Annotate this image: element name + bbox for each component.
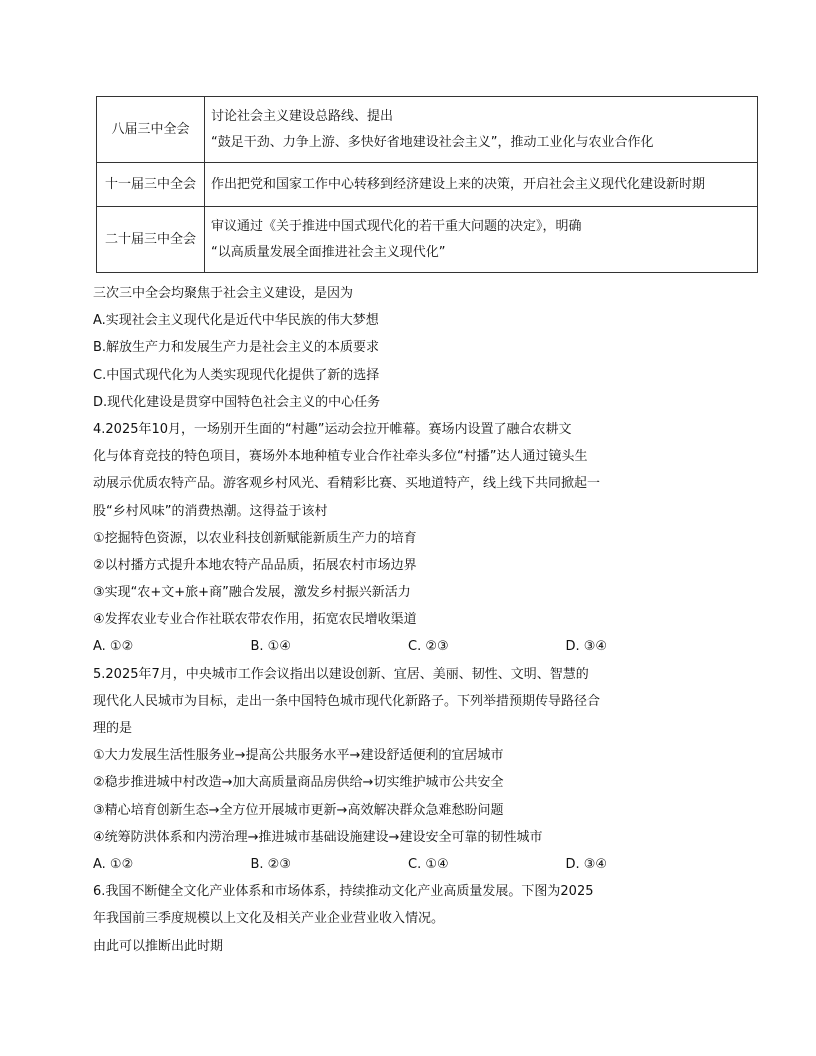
question-4-stem-line: 动展示优质农特产品。游客观乡村风光、看精彩比赛、买地道特产，线上线下共同掀起一 xyxy=(93,476,601,492)
choice-a: A. ①② xyxy=(93,856,134,872)
question-4-stem-line: 4.2025年10月，一场别开生面的“村趣”运动会拉开帷幕。赛场内设置了融合农耕文 xyxy=(93,421,572,437)
question-4-stem-line: 化与体育竞技的特色项目，赛场外本地种植专业合作社牵头多位“村播”达人通过镜头生 xyxy=(93,449,588,465)
meeting-name: 二十届三中全会 xyxy=(97,207,205,273)
meetings-table xyxy=(96,96,758,273)
description-line: 讨论社会主义建设总路线、提出 xyxy=(211,108,394,124)
question-3-option-d: D.现代化建设是贯穿中国特色社会主义的中心任务 xyxy=(93,394,381,410)
question-3-option-a: A.实现社会主义现代化是近代中华民族的伟大梦想 xyxy=(93,313,379,329)
question-4-item-3: ③实现“农+文+旅+商”融合发展，激发乡村振兴新活力 xyxy=(93,585,411,601)
choice-a: A. ①② xyxy=(93,639,134,655)
choice-c: C. ②③ xyxy=(408,639,449,655)
question-4-stem-line: 股“乡村风味”的消费热潮。这得益于该村 xyxy=(93,503,328,519)
meeting-description xyxy=(205,97,758,163)
choice-b: B. ①④ xyxy=(250,639,291,655)
question-6-stem-line: 年我国前三季度规模以上文化及相关产业企业营业收入情况。 xyxy=(93,911,445,927)
question-6-stem-line: 6.我国不断健全文化产业体系和市场体系，持续推动文化产业高质量发展。下图为2025 xyxy=(93,884,594,900)
description-line: 审议通过《关于推进中国式现代化的若干重大问题的决定》，明确 xyxy=(211,218,582,234)
question-3-option-c: C.中国式现代化为人类实现现代化提供了新的选择 xyxy=(93,367,380,383)
meeting-description xyxy=(205,163,758,207)
meeting-name: 八届三中全会 xyxy=(97,97,205,163)
question-5-item-2: ②稳步推进城中村改造→加大高质量商品房供给→切实维护城市公共安全 xyxy=(93,775,504,791)
description-line: “以高质量发展全面推进社会主义现代化” xyxy=(211,244,446,260)
question-content xyxy=(93,280,723,960)
question-5-stem-line: 现代化人民城市为目标，走出一条中国特色城市现代化新路子。下列举措预期传导路径合 xyxy=(93,693,601,709)
question-5-item-1: ①大力发展生活性服务业→提高公共服务水平→建设舒适便利的宜居城市 xyxy=(93,748,504,764)
question-3-stem: 三次三中全会均聚焦于社会主义建设，是因为 xyxy=(93,286,354,301)
question-5-stem-line: 5.2025年7月，中央城市工作会议指出以建设创新、宜居、美丽、韧性、文明、智慧的 xyxy=(93,666,589,682)
meeting-name: 十一届三中全会 xyxy=(97,163,205,207)
question-5-item-4: ④统筹防洪体系和内涝治理→推进城市基础设施建设→建设安全可靠的韧性城市 xyxy=(93,829,543,845)
description-line: “鼓足干劲、力争上游、多快好省地建设社会主义”，推动工业化与农业合作化 xyxy=(211,134,654,150)
question-4-item-4: ④发挥农业专业合作社联农带农作用，拓宽农民增收渠道 xyxy=(93,612,417,628)
question-5-item-3: ③精心培育创新生态→全方位开展城市更新→高效解决群众急难愁盼问题 xyxy=(93,802,504,818)
question-4-item-2: ②以村播方式提升本地农特产品品质，拓展农村市场边界 xyxy=(93,557,417,573)
question-3-option-b: B.解放生产力和发展生产力是社会主义的本质要求 xyxy=(93,340,380,356)
choice-b: B. ②③ xyxy=(250,856,291,872)
choice-c: C. ①④ xyxy=(408,856,449,872)
question-5-choices xyxy=(93,851,723,878)
choice-d: D. ③④ xyxy=(565,639,608,655)
question-4-choices xyxy=(93,633,723,660)
table-row xyxy=(97,163,758,207)
question-6-stem-line: 由此可以推断出此时期 xyxy=(93,938,224,954)
question-5-stem-line: 理的是 xyxy=(93,721,133,736)
description-line: 作出把党和国家工作中心转移到经济建设上来的决策，开启社会主义现代化建设新时期 xyxy=(211,176,706,192)
question-4-item-1: ①挖掘特色资源，以农业科技创新赋能新质生产力的培育 xyxy=(93,530,417,546)
choice-d: D. ③④ xyxy=(565,856,608,872)
meeting-description xyxy=(205,207,758,273)
table-row xyxy=(97,97,758,163)
table-row xyxy=(97,207,758,273)
